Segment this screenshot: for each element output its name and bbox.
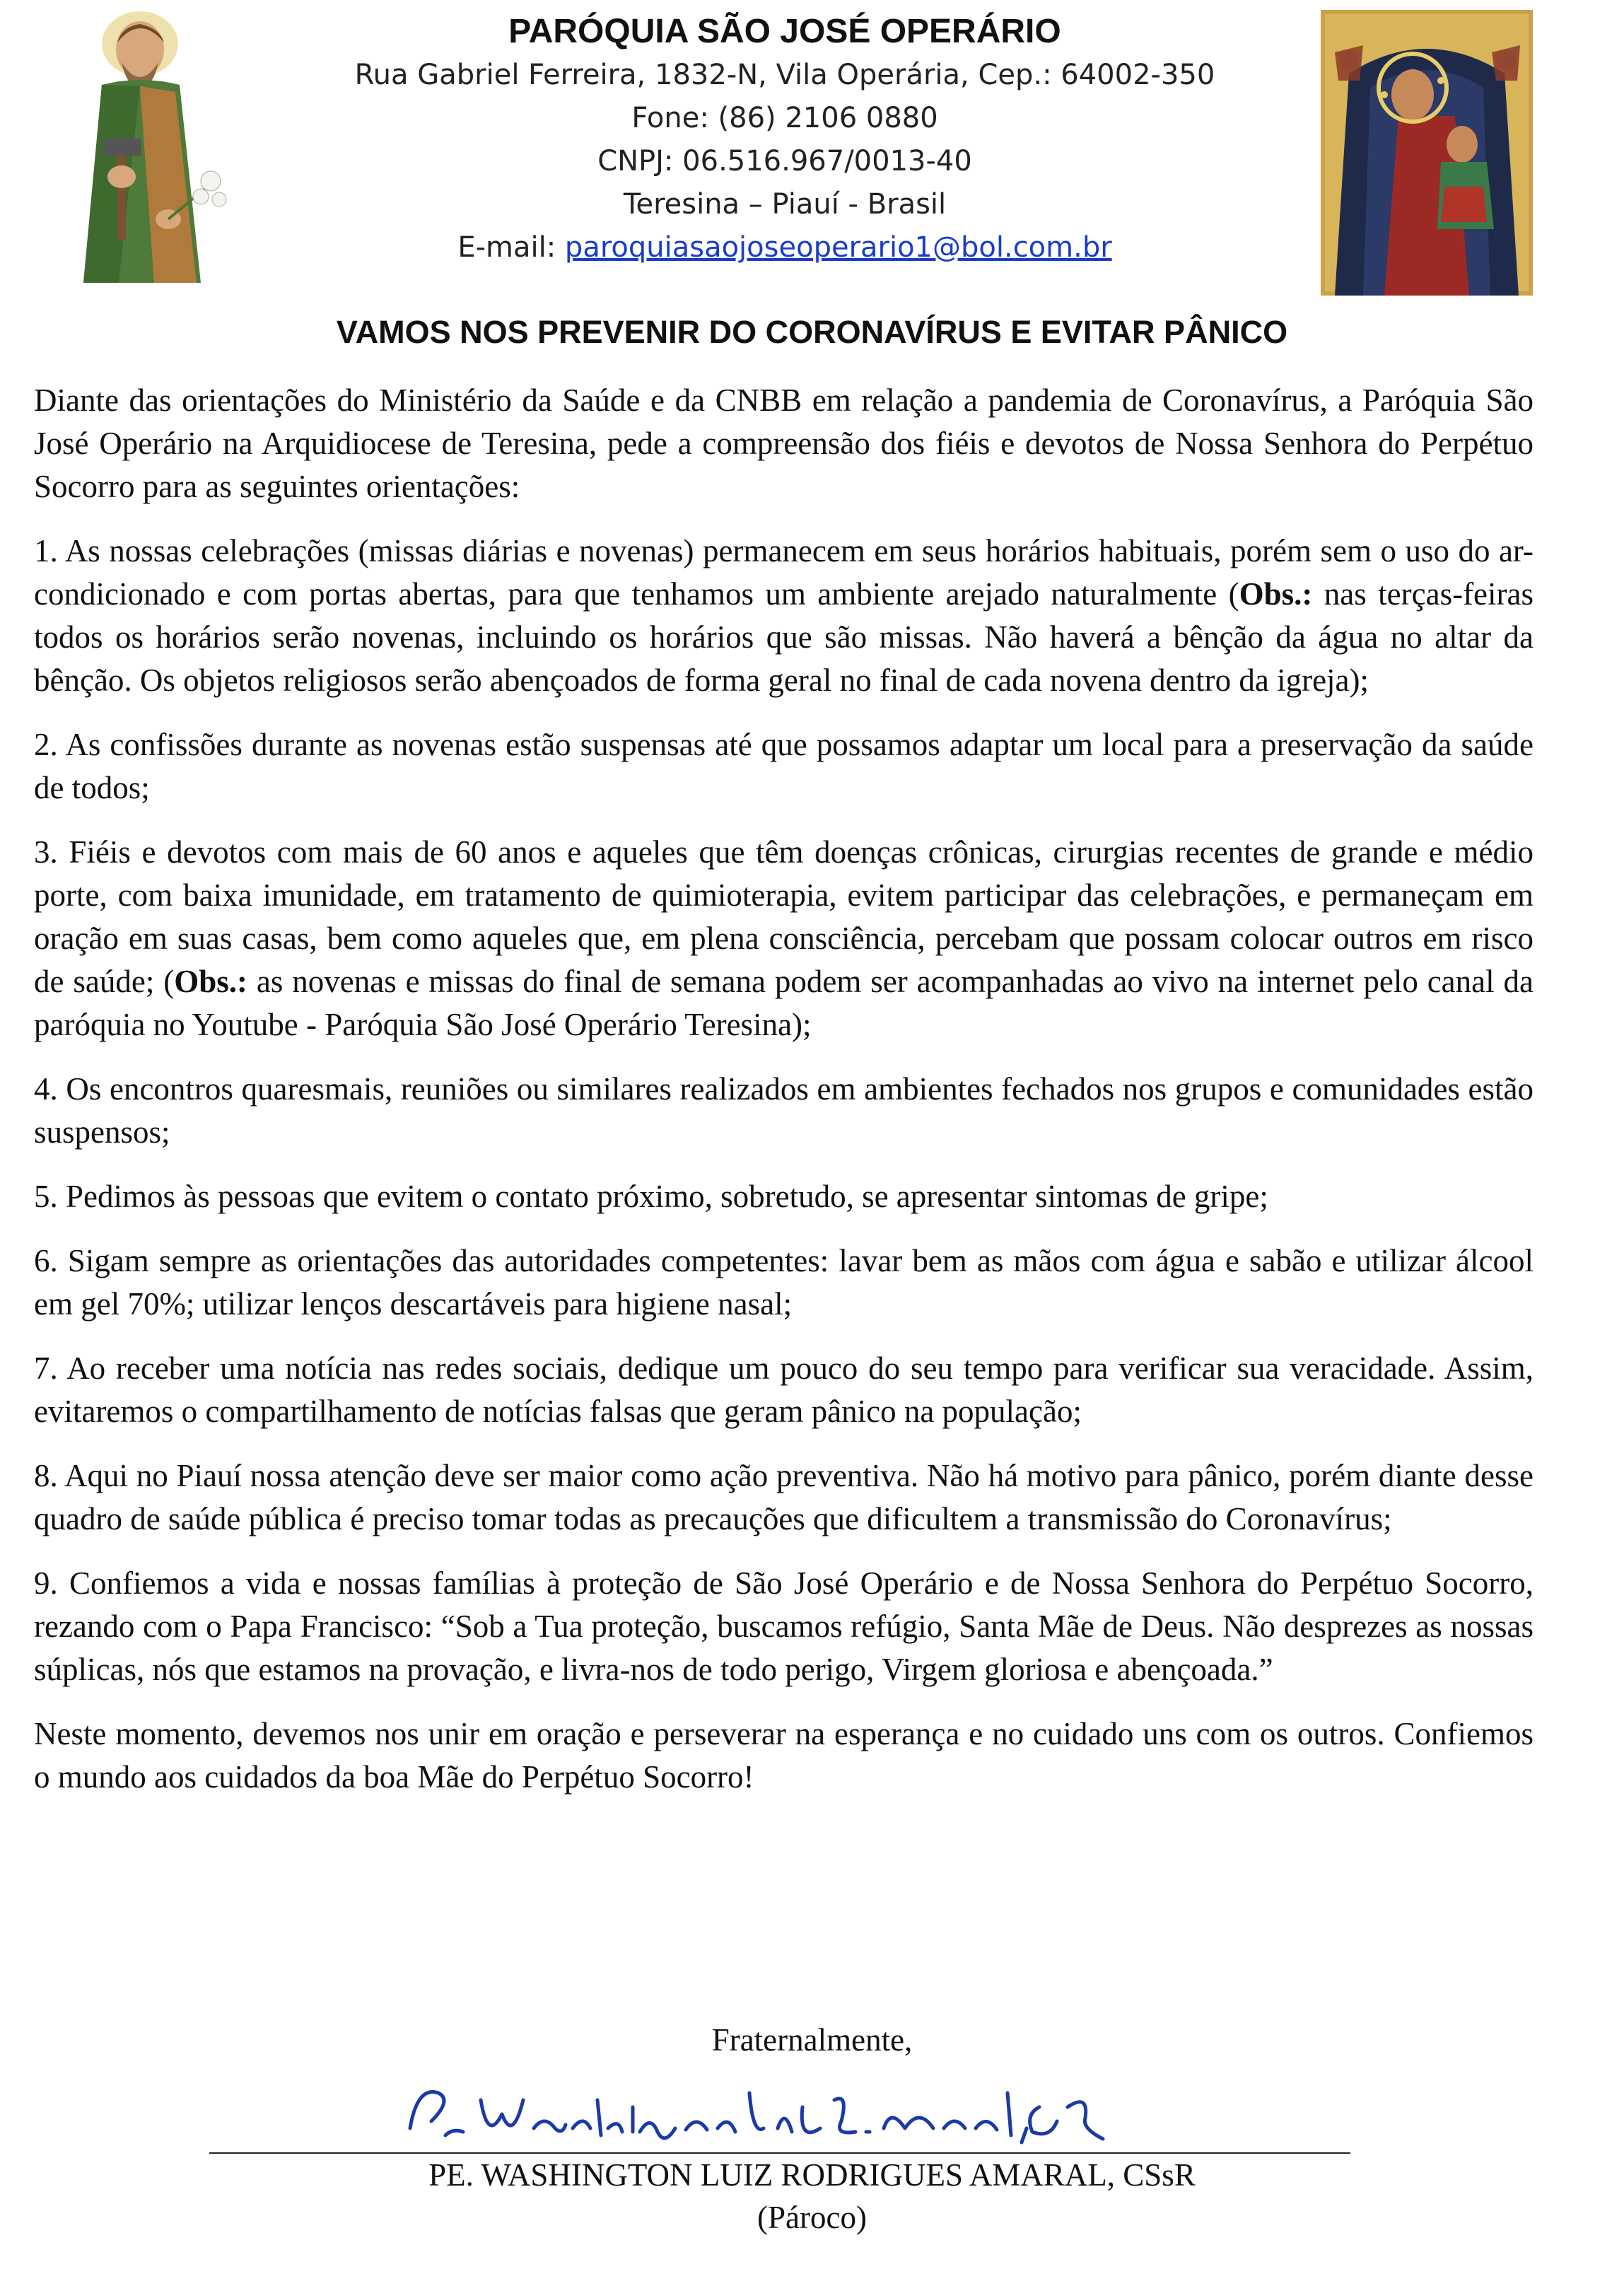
email-link[interactable]: paroquiasaojoseoperario1@bol.com.br: [564, 231, 1112, 264]
notice-body: [34, 379, 1534, 1799]
our-lady-of-perpetual-help-image: [1321, 10, 1533, 296]
handwritten-signature: [396, 2065, 1145, 2157]
parish-address: Rua Gabriel Ferreira, 1832-N, Vila Operária, Cep.: 64002-350: [354, 59, 1215, 91]
email-label: E-mail:: [457, 231, 565, 264]
parish-city: Teresina – Piauí - Brasil: [623, 188, 947, 221]
parish-cnpj: CNPJ: 06.516.967/0013-40: [597, 145, 972, 177]
parish-name: PARÓQUIA SÃO JOSÉ OPERÁRIO: [508, 13, 1061, 50]
notice-headline: VAMOS NOS PREVENIR DO CORONAVÍRUS E EVITAR PÂNICO: [336, 314, 1288, 350]
guideline-6: 6. Sigam sempre as orientações das autoridades competentes: lavar bem as mãos com água e sabão e utilizar álcool em gel 70%; utilizar lenços descartáveis para higiene nasal;: [34, 1243, 1534, 1322]
letterhead: [269, 10, 1301, 269]
saint-joseph-image: [34, 7, 246, 290]
intro-paragraph: Diante das orientações do Ministério da Saúde e da CNBB em relação a pandemia de Coronavírus, a Paróquia São José Operário na Arquidiocese de Teresina, pede a compreensão dos fiéis e devotos de Nossa Senhora do Perpétuo Socorro para as seguintes orientações:: [34, 383, 1534, 504]
parish-phone: Fone: (86) 2106 0880: [631, 102, 938, 134]
conclusion-paragraph: Neste momento, devemos nos unir em oração e perseverar na esperança e no cuidado uns com os outros. Confiemos o mundo aos cuidados da boa Mãe do Perpétuo Socorro!: [34, 1716, 1534, 1795]
guideline-3-text-a: 3. Fiéis e devotos com mais de 60 anos e aqueles que têm doenças crônicas, cirurgias recentes de grande e médio porte, com baixa imunidade, em tratamento de quimioterapia, evitem participar das celebrações, e permaneçam em oração em suas casas, bem como aqueles que, em plena consciência, percebam que possam colocar outros em risco de saúde; (: [34, 834, 1534, 999]
guideline-2: 2. As confissões durante as novenas estão suspensas até que possamos adaptar um local para a preservação da saúde de todos;: [34, 727, 1534, 805]
guideline-1-obs: Obs.:: [1239, 576, 1313, 612]
guideline-3-obs: Obs.:: [174, 964, 247, 999]
signer-name: PE. WASHINGTON LUIZ RODRIGUES AMARAL, CSsR: [428, 2157, 1196, 2193]
guideline-1: [34, 530, 1534, 702]
guideline-4: 4. Os encontros quaresmais, reuniões ou similares realizados em ambientes fechados nos grupos e comunidades estão suspensos;: [34, 1071, 1534, 1150]
signer-block: [0, 2154, 1624, 2239]
guideline-7: 7. Ao receber uma notícia nas redes sociais, dedique um pouco do seu tempo para verificar sua veracidade. Assim, evitaremos o compartilhamento de notícias falsas que geram pânico na população;: [34, 1351, 1534, 1429]
guideline-8: 8. Aqui no Piauí nossa atenção deve ser maior como ação preventiva. Não há motivo para pânico, porém diante desse quadro de saúde pública é preciso tomar todas as precauções que dificultem a transmissão do Coronavírus;: [34, 1458, 1534, 1536]
guideline-9: 9. Confiemos a vida e nossas famílias à proteção de São José Operário e de Nossa Senhora do Perpétuo Socorro, rezando com o Papa Francisco: “Sob a Tua proteção, buscamos refúgio, Santa Mãe de Deus. Não desprezes as nossas súplicas, nós que estamos na provação, e livra-nos de todo perigo, Virgem gloriosa e abençoada.”: [34, 1565, 1534, 1687]
parish-email-line: [269, 226, 1301, 269]
guideline-5: 5. Pedimos às pessoas que evitem o contato próximo, sobretudo, se apresentar sintomas de gripe;: [34, 1179, 1268, 1214]
closing-salutation: Fraternalmente,: [711, 2022, 913, 2058]
signer-role: (Pároco): [757, 2200, 867, 2235]
guideline-3: [34, 831, 1534, 1046]
guideline-1-text-b: nas terças-feiras todos os horários serão novenas, incluindo os horários que são missas. Não haverá a bênção da água no altar da bênção. Os objetos religiosos serão abençoados de forma geral no final de cada novena dentro da igreja);: [34, 576, 1534, 698]
guideline-1-text-a: 1. As nossas celebrações (missas diárias e novenas) permanecem em seus horários habituais, porém sem o uso do ar-condicionado e com portas abertas, para que tenhamos um ambiente arejado naturalmente (: [34, 533, 1534, 612]
guideline-3-text-b: as novenas e missas do final de semana podem ser acompanhadas ao vivo na internet pelo canal da paróquia no Youtube - Paróquia São José Operário Teresina);: [34, 964, 1534, 1042]
